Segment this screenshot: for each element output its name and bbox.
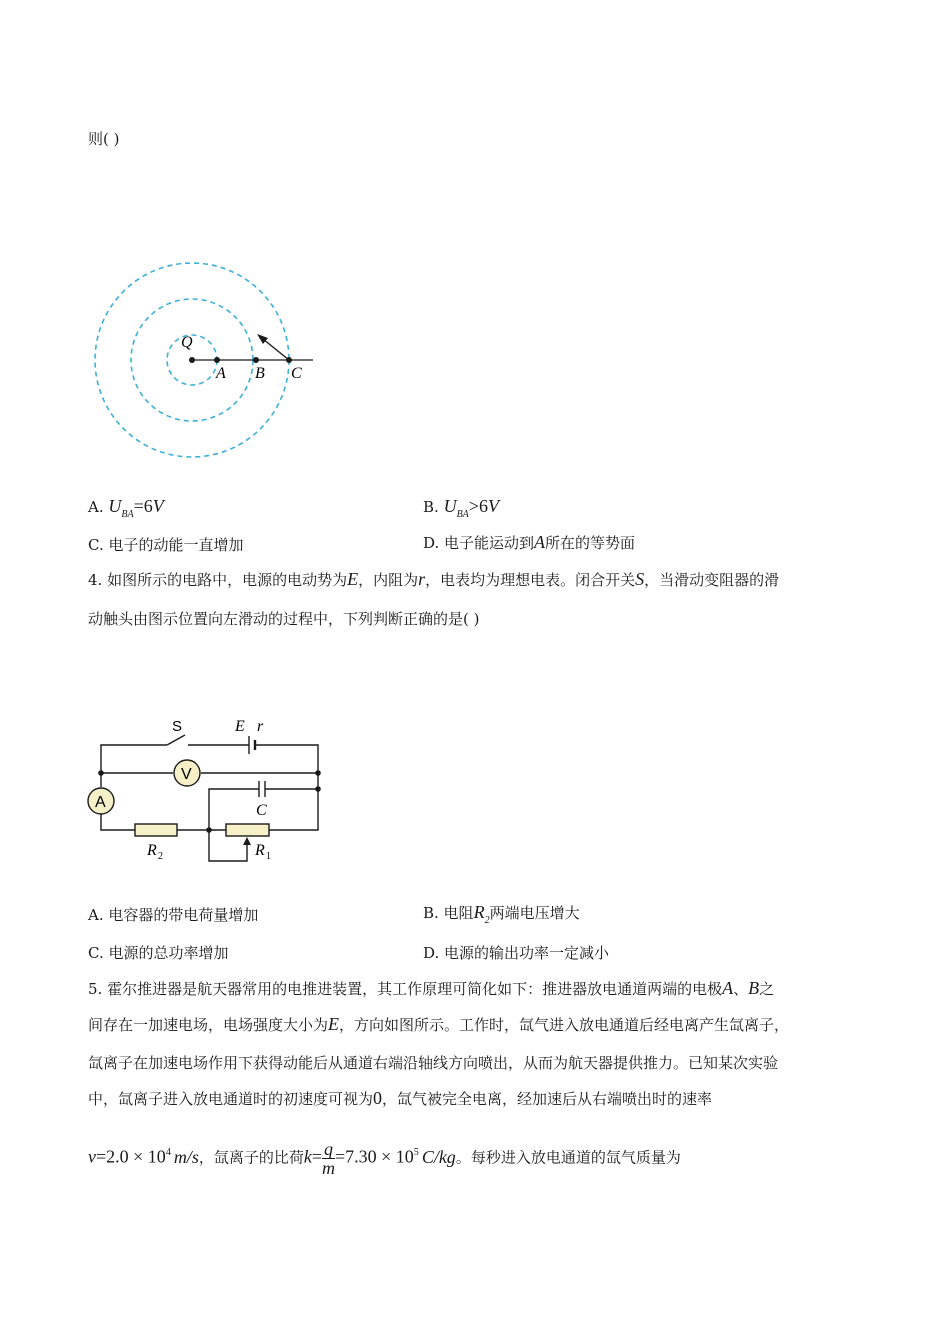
label-c: C [291, 365, 302, 382]
q4-option-d[interactable]: D. 电源的输出功率一定减小 [423, 944, 610, 962]
q5-stem-line2: 间存在一加速电场，电场强度大小为E，方向如图所示。工作时，氙气进入放电通道后经电离产生氙离子， [88, 1014, 790, 1034]
velocity-arrow [263, 339, 289, 360]
charge-mass-fraction: $\frac{q}{m}$ [322, 1139, 335, 1178]
q3-option-b[interactable]: B. $U_{BA}>6V$ [423, 496, 499, 520]
label-c: C [256, 802, 267, 819]
label-r1: R [255, 842, 265, 859]
q3-option-a[interactable]: A. $U_{BA}=6V$ [88, 496, 164, 520]
label-r2: R [147, 842, 157, 859]
q3-option-d[interactable]: D. 电子能运动到A所在的等势面 [423, 532, 636, 552]
label-r2-sub: 2 [158, 851, 163, 862]
label-a: A [216, 365, 226, 382]
node-right-cap [315, 786, 321, 792]
label-r: r [257, 718, 264, 735]
node-left [98, 770, 104, 776]
resistor-r2 [135, 824, 177, 836]
switch-s [167, 735, 185, 745]
q5-stem-line4: 中，氙离子进入放电通道时的初速度可视为0，氙气被完全电离，经加速后从右端喷出时的速率 [88, 1088, 713, 1108]
q5-stem-line3: 氙离子在加速电场作用下获得动能后从通道右端沿轴线方向喷出，从而为航天器提供推力。已知某次实验 [88, 1054, 779, 1072]
label-e: E [235, 718, 245, 735]
ammeter-label: A [95, 794, 106, 811]
wire-top-left [101, 745, 167, 746]
question-tail: 则( ) [88, 130, 120, 148]
label-q: Q [181, 334, 193, 351]
equipotential-figure [85, 255, 325, 465]
node-middle [206, 827, 212, 833]
label-b: B [255, 365, 265, 382]
label-s: S [172, 718, 183, 735]
point-b [253, 357, 259, 363]
q4-stem-line1: 4. 如图所示的电路中，电源的电动势为E，内阻为r，电表均为理想电表。闭合开关S，当滑动变阻器的滑 [88, 569, 780, 589]
circuit-figure [85, 712, 325, 862]
q4-option-c[interactable]: C. 电源的总功率增加 [88, 944, 229, 962]
label-r1-sub: 1 [266, 851, 271, 862]
resistor-r1 [226, 824, 269, 836]
q4-stem-line2: 动触头由图示位置向左滑动的过程中，下列判断正确的是( ) [88, 610, 480, 628]
q3-option-c[interactable]: C. 电子的动能一直增加 [88, 536, 244, 554]
wire-r1-right [269, 773, 318, 830]
q5-stem-line5: $v=2.0 \times 10^4$ m/s，氙离子的比荷k= $\frac{q}{m}$ $=7.30 \times 10^5$ C/kg。每秒进入放电通道的氙气质量为 [88, 1139, 681, 1178]
point-q [189, 357, 195, 363]
voltmeter-label: V [181, 766, 192, 783]
node-right-top [315, 770, 321, 776]
wire-top-right [255, 745, 318, 773]
q5-stem-line1: 5. 霍尔推进器是航天器常用的电推进装置，其工作原理可简化如下：推进器放电通道两端的电极A、B之 [88, 978, 775, 998]
point-a [214, 357, 220, 363]
slider-arrowhead [243, 837, 251, 845]
q4-option-a[interactable]: A. 电容器的带电荷量增加 [88, 906, 259, 924]
q4-option-b[interactable]: B. 电阻$R_2$两端电压增大 [423, 902, 580, 926]
wire-left-lower [101, 814, 135, 830]
